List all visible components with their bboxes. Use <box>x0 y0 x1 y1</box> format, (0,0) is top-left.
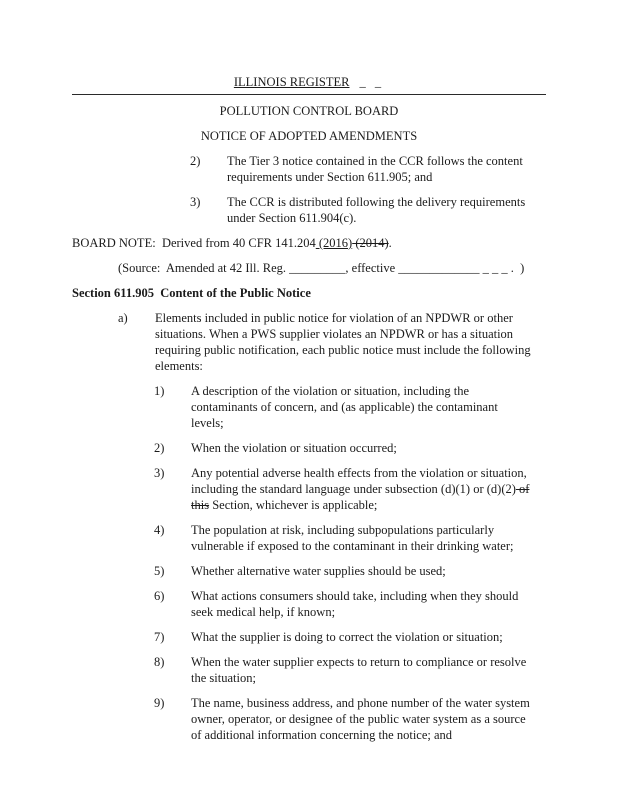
item-text-before: The Tier 3 notice contained in the CCR follows the content requirements under Section 611.905; and <box>227 154 523 184</box>
item-text <box>191 383 533 431</box>
item-number: 5) <box>154 564 165 578</box>
list-item <box>154 588 546 620</box>
list-item <box>154 563 546 579</box>
list-item <box>154 440 546 456</box>
source-line: (Source: Amended at 42 Ill. Reg. _________, effective _____________ _ _ _ . ) <box>118 261 525 275</box>
notice-element-items <box>72 383 546 743</box>
item-text <box>191 563 533 579</box>
item-text-before: What the supplier is doing to correct the violation or situation; <box>191 630 503 644</box>
item-text <box>191 654 533 686</box>
item-text <box>191 588 533 620</box>
list-item <box>154 654 546 686</box>
item-text <box>191 440 533 456</box>
item-text-before: The name, business address, and phone number of the water system owner, operator, or designee of the public water system as a source of additional information concerning the notice; and <box>191 696 530 742</box>
item-text-before: When the violation or situation occurred; <box>191 441 397 455</box>
inserted-text: (2016) <box>315 236 353 250</box>
register-title: ILLINOIS REGISTER <box>233 75 350 89</box>
board-note-label: BOARD NOTE: <box>72 236 159 250</box>
header-marks: _ _ <box>359 75 385 89</box>
subsection-a-text: Elements included in public notice for violation of an NPDWR or other situations. When a PWS supplier violates an NPDWR or has a situation requiring public notification, each public notice must include the following elements: <box>155 311 531 373</box>
item-text-before: The population at risk, including subpopulations particularly vulnerable if exposed to the contaminant in their drinking water; <box>191 523 514 553</box>
list-item <box>154 383 546 431</box>
item-deleted-text: of this <box>191 482 530 512</box>
item-number: 6) <box>154 589 165 603</box>
item-text <box>227 194 529 226</box>
board-note-line <box>72 235 546 251</box>
list-item <box>190 153 546 185</box>
item-number: 2) <box>154 441 165 455</box>
notice-type-title: NOTICE OF ADOPTED AMENDMENTS <box>200 129 418 143</box>
item-text-before: What actions consumers should take, including when they should seek medical help, if known; <box>191 589 519 619</box>
item-text-before: The CCR is distributed following the delivery requirements under Section 611.904(c). <box>227 195 526 225</box>
subsection-a <box>118 310 546 374</box>
item-number: 3) <box>190 195 201 209</box>
item-number: 1) <box>154 384 165 398</box>
list-item <box>154 522 546 554</box>
item-number: 7) <box>154 630 165 644</box>
subsection-a-number: a) <box>118 311 128 325</box>
item-text <box>191 695 533 743</box>
item-number: 9) <box>154 696 165 710</box>
deleted-text: (2014) <box>352 236 389 250</box>
item-text-before: Any potential adverse health effects from the violation or situation, including the standard language under subsection (d)(1) or (d)(2) <box>191 466 527 496</box>
item-number: 2) <box>190 154 201 168</box>
list-item <box>190 194 546 226</box>
list-item <box>154 629 546 645</box>
item-text-before: When the water supplier expects to return to compliance or resolve the situation; <box>191 655 527 685</box>
section-heading: Section 611.905 Content of the Public Notice <box>72 286 311 300</box>
board-title: POLLUTION CONTROL BOARD <box>219 104 399 118</box>
board-note-period: . <box>388 236 392 250</box>
item-text <box>191 522 533 554</box>
item-text <box>191 629 533 645</box>
item-number: 8) <box>154 655 165 669</box>
item-text <box>227 153 529 185</box>
list-item <box>154 695 546 743</box>
item-text-before: A description of the violation or situation, including the contaminants of concern, and (as applicable) the contaminant levels; <box>191 384 498 430</box>
item-text-after: Section, whichever is applicable; <box>209 498 378 512</box>
item-number: 3) <box>154 466 165 480</box>
list-item <box>154 465 546 513</box>
ccr-requirement-items <box>72 153 546 226</box>
page-header <box>72 74 546 95</box>
item-text-before: Whether alternative water supplies should be used; <box>191 564 446 578</box>
board-note-text: Derived from 40 CFR 141.204 <box>161 236 316 250</box>
item-number: 4) <box>154 523 165 537</box>
item-text <box>191 465 533 513</box>
